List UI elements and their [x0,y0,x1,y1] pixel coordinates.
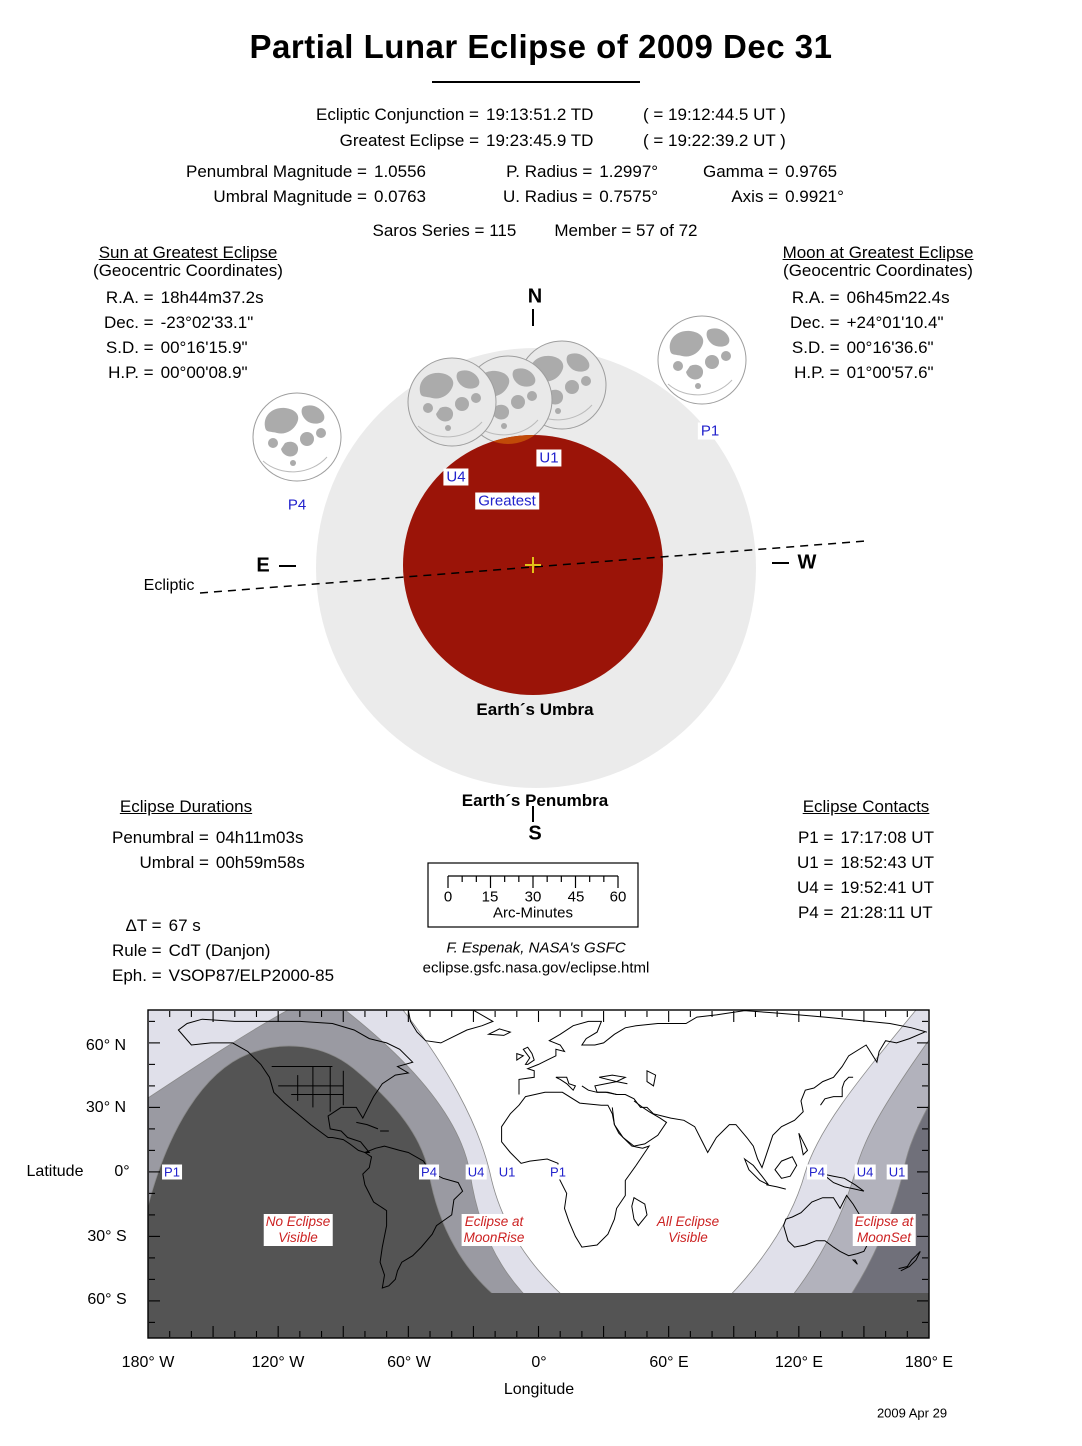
sun-ra-value: 18h44m37.2s [160,288,264,307]
saros-series-value: 115 [489,221,517,240]
moon-sd-value: 00°16'36.6" [846,338,934,357]
gamma-label: Gamma = [703,162,779,181]
u4-contact-label: U4 [443,469,468,486]
sun-block-title: Sun at Greatest Eclipse [98,243,278,262]
delta-t-label: ΔT = [125,916,162,935]
lat-0: 0° [114,1163,130,1180]
lat-30s: 30° S [87,1228,127,1245]
lat-60s: 60° S [87,1291,127,1308]
umbral-magnitude-value: 0.0763 [373,187,426,206]
map-curve-p1-mid: P1 [550,1164,566,1180]
moon-at-p4 [253,393,341,481]
moon-block-title: Moon at Greatest Eclipse [782,243,974,262]
umbral-duration-label: Umbral = [139,853,209,872]
map-curve-p4-east: P4 [809,1164,825,1180]
moon-block-subtitle: (Geocentric Coordinates) [783,261,973,280]
axis-value: 0.9921° [785,187,844,206]
rule-label: Rule = [112,941,162,960]
penumbra-label: Earth´s Penumbra [461,791,609,810]
moon-at-u4 [408,358,496,446]
greatest-contact-label: Greatest [475,493,539,510]
page-title: Partial Lunar Eclipse of 2009 Dec 31 [249,28,833,65]
penumbral-magnitude-label: Penumbral Magnitude = [186,162,367,181]
greatest-td: 19:23:45.9 TD [486,131,594,150]
contact-u1-label: U1 = [797,853,834,872]
credit-author: F. Espenak, NASA's GSFC [446,939,626,957]
scale-units-label: Arc-Minutes [492,904,574,922]
latitude-axis-label: Latitude [26,1163,84,1180]
saros-line [372,221,697,241]
scale-tick-60: 60 [609,888,627,906]
lon-60e: 60° E [649,1354,689,1371]
contacts-title: Eclipse Contacts [802,797,930,816]
p4-contact-label: P4 [285,497,309,514]
moon-dec-label: Dec. = [790,313,840,332]
map-curve-u4-west: U4 [467,1164,485,1180]
penumbral-duration-label: Penumbral = [112,828,209,847]
moon-ra-label: R.A. = [791,288,840,307]
lat-60n: 60° N [85,1037,127,1054]
p-radius-label: P. Radius = [506,162,593,181]
sun-block-subtitle: (Geocentric Coordinates) [93,261,283,280]
umbral-duration-value: 00h59m58s [215,853,305,872]
map-curve-u4-east: U4 [856,1164,874,1180]
ephemeris-label: Eph. = [112,966,162,985]
longitude-axis-label: Longitude [503,1381,575,1398]
sun-sd-label: S.D. = [105,338,154,357]
south-label: S [528,822,542,845]
sun-dec-value: -23°02'33.1" [160,313,254,332]
saros-series-label: Saros Series = [372,221,485,240]
u-radius-label: U. Radius = [503,187,593,206]
durations-table [112,828,305,873]
sun-ra-label: R.A. = [105,288,154,307]
u-radius-value: 0.7575° [599,187,659,206]
west-label: W [797,551,817,574]
lon-60w: 60° W [387,1354,431,1371]
penumbral-duration-value: 04h11m03s [215,828,304,847]
zone-label-all-visible: All Eclipse Visible [656,1214,720,1245]
conjunction-ut: ( = 19:12:44.5 UT ) [643,105,786,124]
sun-coordinates [104,288,264,383]
ecliptic-label: Ecliptic [143,577,195,594]
gamma-axis-block [703,162,844,207]
u1-contact-label: U1 [536,450,561,467]
credit-url: eclipse.gsfc.nasa.gov/eclipse.html [422,959,650,977]
lon-120w: 120° W [251,1354,305,1371]
sun-hp-value: 00°00'08.9" [160,363,248,382]
sun-dec-label: Dec. = [104,313,154,332]
umbra-label: Earth´s Umbra [476,700,594,719]
figure-date: 2009 Apr 29 [876,1405,948,1421]
moon-hp-value: 01°00'57.6" [846,363,934,382]
saros-member-value: 57 of 72 [636,221,698,240]
p1-contact-label: P1 [698,423,722,440]
lon-120e: 120° E [774,1354,824,1371]
p-radius-value: 1.2997° [599,162,659,181]
zone-label-moonset: Eclipse at MoonSet [854,1214,914,1245]
map-curve-p1-west: P1 [164,1164,180,1180]
lon-180e: 180° E [904,1354,954,1371]
conjunction-label: Ecliptic Conjunction = [315,105,479,124]
zone-label-moonrise: Eclipse at MoonRise [463,1214,525,1245]
moon-hp-label: H.P. = [794,363,840,382]
moon-at-p1 [658,316,746,404]
moon-coordinates [790,288,950,383]
parameters-table [112,916,334,986]
scale-tick-0: 0 [443,888,453,906]
lon-0: 0° [531,1354,547,1371]
sun-hp-label: H.P. = [108,363,154,382]
radius-block [503,162,658,207]
sun-sd-value: 00°16'15.9" [160,338,248,357]
moon-dec-value: +24°01'10.4" [846,313,944,332]
map-curve-u1-west: U1 [498,1164,516,1180]
scale-tick-45: 45 [567,888,585,906]
conjunction-block [293,105,786,151]
greatest-label: Greatest Eclipse = [339,131,479,150]
penumbral-magnitude-value: 1.0556 [373,162,426,181]
umbral-magnitude-label: Umbral Magnitude = [213,187,367,206]
greatest-ut: ( = 19:22:39.2 UT ) [643,131,786,150]
contact-p1-value: 17:17:08 UT [840,828,934,847]
lat-30n: 30° N [85,1099,127,1116]
conjunction-td: 19:13:51.2 TD [486,105,594,124]
moon-sd-label: S.D. = [791,338,840,357]
east-label: E [256,554,270,577]
axis-label: Axis = [731,187,779,206]
lon-180w: 180° W [121,1354,175,1371]
contact-u4-value: 19:52:41 UT [840,878,934,897]
contact-p4-value: 21:28:11 UT [840,903,933,922]
rule-value: CdT (Danjon) [168,941,271,960]
scale-tick-15: 15 [481,888,499,906]
moon-ra-value: 06h45m22.4s [846,288,950,307]
contact-p1-label: P1 = [797,828,834,847]
contact-p4-label: P4 = [797,903,834,922]
map-curve-p4-west: P4 [421,1164,437,1180]
north-label: N [527,285,543,308]
contacts-table [797,828,934,923]
saros-member-label: Member = [554,221,632,240]
zone-label-no-eclipse: No Eclipse Visible [265,1214,331,1245]
delta-t-value: 67 s [168,916,201,935]
magnitude-block [186,162,426,207]
contact-u1-value: 18:52:43 UT [840,853,934,872]
ephemeris-value: VSOP87/ELP2000-85 [168,966,335,985]
contact-u4-label: U4 = [797,878,834,897]
map-curve-u1-east: U1 [888,1164,906,1180]
gamma-value: 0.9765 [785,162,838,181]
scale-tick-30: 30 [524,888,542,906]
durations-title: Eclipse Durations [119,797,253,816]
